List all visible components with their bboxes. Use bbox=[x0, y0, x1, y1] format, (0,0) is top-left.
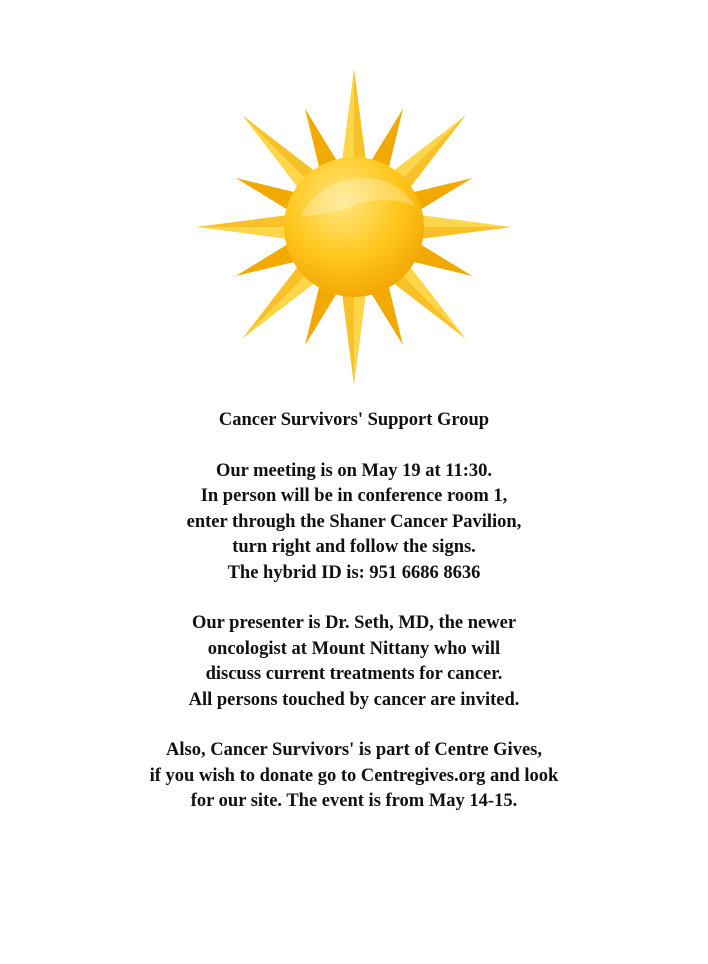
meeting-details bbox=[0, 459, 708, 587]
presenter-line: All persons touched by cancer are invited. bbox=[188, 689, 520, 710]
meeting-line: The hybrid ID is: 951 6686 8636 bbox=[227, 562, 481, 583]
sun-icon bbox=[193, 66, 515, 388]
flyer-title: Cancer Survivors' Support Group bbox=[218, 410, 490, 430]
sun-ray-shade bbox=[196, 214, 296, 227]
sun-ray-shade bbox=[341, 285, 354, 385]
meeting-line: Our meeting is on May 19 at 11:30. bbox=[215, 460, 493, 481]
sun-illustration bbox=[193, 66, 515, 388]
donation-line: if you wish to donate go to Centregives.org and look bbox=[149, 765, 559, 786]
presenter-line: oncologist at Mount Nittany who will bbox=[207, 638, 501, 659]
sun-ray-shade bbox=[412, 227, 512, 240]
meeting-line: In person will be in conference room 1, bbox=[200, 486, 508, 506]
presenter-details bbox=[0, 611, 708, 713]
flyer-text bbox=[0, 408, 708, 840]
presenter-line: Our presenter is Dr. Seth, MD, the newer bbox=[191, 613, 517, 633]
donation-details bbox=[0, 738, 708, 815]
donation-line: for our site. The event is from May 14-15. bbox=[190, 791, 518, 811]
meeting-line: turn right and follow the signs. bbox=[232, 537, 476, 557]
sun-ray-shade bbox=[354, 69, 367, 169]
donation-line: Also, Cancer Survivors' is part of Centre Gives, bbox=[166, 740, 542, 760]
sun-core bbox=[284, 157, 424, 297]
meeting-line: enter through the Shaner Cancer Pavilion, bbox=[186, 511, 522, 532]
presenter-line: discuss current treatments for cancer. bbox=[205, 664, 503, 684]
